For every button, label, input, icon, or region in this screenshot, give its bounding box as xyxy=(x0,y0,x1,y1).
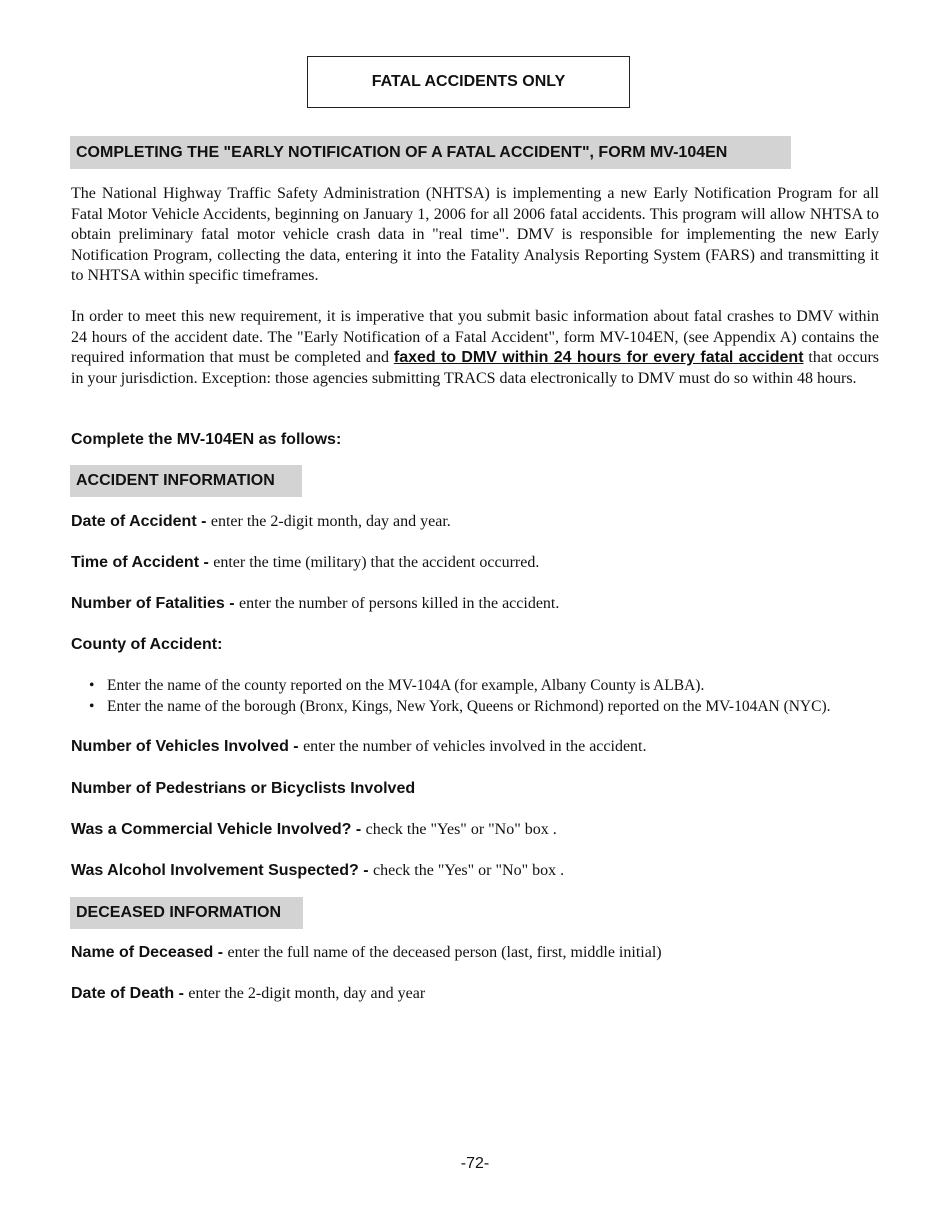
date-of-death-row xyxy=(71,984,879,1004)
date-of-death-label: Date of Death - xyxy=(71,985,189,1002)
alcohol-text: check the "Yes" or "No" box . xyxy=(372,862,565,879)
requirement-text-before: In order to meet this new requirement, it is imperative that you submit basic information about fatal crashes to DMV within 24 hours of the accident date. The "Early Notification of a Fatal Accident", form MV-104EN, (see Appendix A) contains the required information that must be completed and xyxy=(71,308,879,366)
time-of-accident-row xyxy=(71,553,879,573)
county-of-accident-heading: County of Accident: xyxy=(71,636,223,653)
date-of-accident-text: enter the 2-digit month, day and year. xyxy=(210,513,451,530)
list-item xyxy=(71,675,901,696)
number-of-fatalities-text: enter the number of persons killed in the accident. xyxy=(239,595,560,612)
page-number: -72- xyxy=(460,1155,490,1172)
requirement-paragraph xyxy=(71,307,879,389)
requirement-emphasis: faxed to DMV within 24 hours for every fatal accident xyxy=(393,349,804,366)
complete-heading: Complete the MV-104EN as follows: xyxy=(71,431,342,448)
pedestrians-heading: Number of Pedestrians or Bicyclists Involved xyxy=(71,780,416,797)
intro-paragraph: The National Highway Traffic Safety Administration (NHTSA) is implementing a new Early Notification Program for all Fatal Motor Vehicle Accidents, beginning on January 1, 2006 for all 2006 fatal accidents. This program will allow NHTSA to obtain preliminary fatal motor vehicle crash data in "real time". DMV is responsible for implementing the new Early Notification Program, collecting the data, entering it into the Fatality Analysis Reporting System (FARS) and transmitting it to NHTSA within specific timeframes. xyxy=(71,185,879,284)
county-bullet-list xyxy=(71,675,901,717)
date-of-accident-label: Date of Accident - xyxy=(71,513,211,530)
accident-information-title: ACCIDENT INFORMATION xyxy=(76,472,275,489)
vehicles-involved-row xyxy=(71,737,879,757)
time-of-accident-label: Time of Accident - xyxy=(71,554,214,571)
county-bullet-text: Enter the name of the borough (Bronx, Kings, New York, Queens or Richmond) reported on the MV-104AN (NYC). xyxy=(107,698,831,715)
section-title: COMPLETING THE "EARLY NOTIFICATION OF A FATAL ACCIDENT", FORM MV-104EN xyxy=(76,143,728,161)
name-of-deceased-row xyxy=(71,943,879,963)
number-of-fatalities-label: Number of Fatalities - xyxy=(71,595,240,612)
section-title-band xyxy=(70,136,791,169)
header-box-label: FATAL ACCIDENTS ONLY xyxy=(371,73,566,90)
county-bullet-text: Enter the name of the county reported on the MV-104A (for example, Albany County is ALBA). xyxy=(107,677,705,694)
accident-information-band xyxy=(70,465,302,497)
commercial-vehicle-label: Was a Commercial Vehicle Involved? - xyxy=(71,821,366,838)
bullet-icon: • xyxy=(89,698,95,715)
name-of-deceased-label: Name of Deceased - xyxy=(71,944,228,961)
number-of-fatalities-row xyxy=(71,594,879,614)
bullet-icon: • xyxy=(89,677,95,694)
date-of-death-text: enter the 2-digit month, day and year xyxy=(188,985,426,1002)
vehicles-involved-label: Number of Vehicles Involved - xyxy=(71,738,304,755)
vehicles-involved-text: enter the number of vehicles involved in the accident. xyxy=(303,738,647,755)
time-of-accident-text: enter the time (military) that the accident occurred. xyxy=(213,554,540,571)
fatal-accidents-only-box xyxy=(307,56,630,108)
commercial-vehicle-row xyxy=(71,820,879,840)
name-of-deceased-text: enter the full name of the deceased person (last, first, middle initial) xyxy=(227,944,662,961)
deceased-information-title: DECEASED INFORMATION xyxy=(76,904,282,921)
deceased-information-band xyxy=(70,897,303,929)
list-item xyxy=(71,696,901,717)
date-of-accident-row xyxy=(71,512,879,532)
requirement-text-after: that occurs in your jurisdiction. Exception: those agencies submitting TRACS data electronically to DMV must do so within 48 hours. xyxy=(71,349,880,387)
alcohol-label: Was Alcohol Involvement Suspected? - xyxy=(71,862,373,879)
alcohol-row xyxy=(71,861,879,881)
commercial-vehicle-text: check the "Yes" or "No" box . xyxy=(365,821,557,838)
